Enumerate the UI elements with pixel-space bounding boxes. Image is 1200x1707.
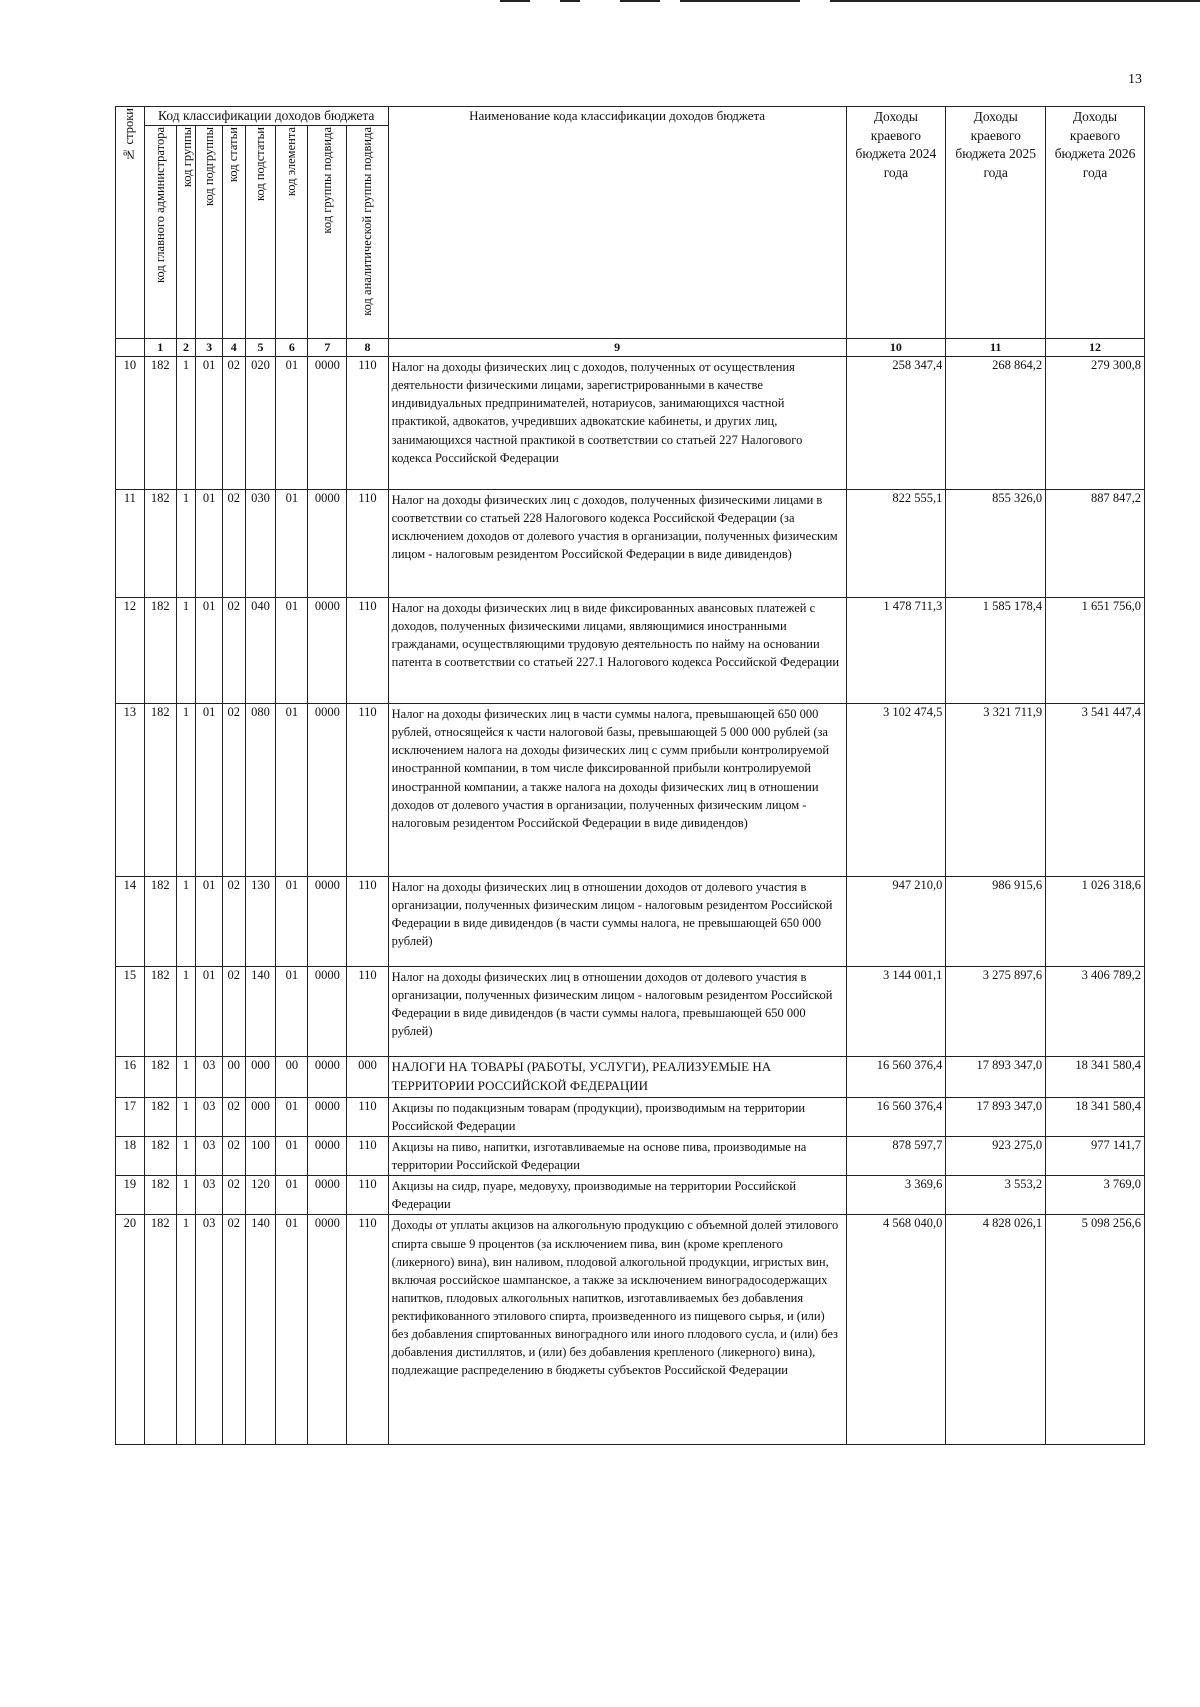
header-code-col: код группы подвида [308, 126, 347, 339]
income-2025: 17 893 347,0 [946, 1057, 1046, 1098]
code-group: 1 [176, 598, 196, 704]
header-code-col: код подгруппы [196, 126, 223, 339]
income-2024: 3 102 474,5 [846, 704, 946, 877]
row-number: 11 [116, 490, 145, 598]
code-analytic-group: 000 [347, 1057, 388, 1098]
table-row [116, 490, 1145, 598]
income-name: Акцизы на сидр, пуаре, медовуху, производимые на территории Российской Федерации [388, 1176, 846, 1215]
code-admin: 182 [144, 1136, 176, 1175]
code-admin: 182 [144, 598, 176, 704]
income-2025: 17 893 347,0 [946, 1097, 1046, 1136]
income-name: Акцизы на пиво, напитки, изготавливаемые на основе пива, производимые на территории Российской Федерации [388, 1136, 846, 1175]
table-row [116, 704, 1145, 877]
code-subarticle: 020 [245, 357, 276, 490]
code-article: 02 [222, 1136, 245, 1175]
code-element: 01 [276, 490, 308, 598]
column-number: 5 [245, 339, 276, 357]
code-subarticle: 120 [245, 1176, 276, 1215]
code-group: 1 [176, 490, 196, 598]
income-name: Налог на доходы физических лиц с доходов, полученных физическими лицами в соответствии со статьей 228 Налогового кодекса Российской Федерации (за исключением доходов от долевого участия в организации, полученных физическим лицом - налоговым резидентом Российской Федерации в виде дивидендов) [388, 490, 846, 598]
code-element: 01 [276, 877, 308, 967]
code-analytic-group: 110 [347, 598, 388, 704]
income-2025: 4 828 026,1 [946, 1215, 1046, 1445]
code-element: 01 [276, 357, 308, 490]
column-number: 11 [946, 339, 1046, 357]
scan-mark [560, 0, 580, 2]
header-income-2026: Доходы краевого бюджета 2026 года [1046, 107, 1145, 339]
income-name: Доходы от уплаты акцизов на алкогольную продукцию с объемной долей этилового спирта свыше 9 процентов (за исключением пива, вин (кроме крепленого (ликерного) вина), вин наливом, плодовой алкогольной продукции, игристых вин, включая российское шампанское, а также за исключением виноградосодержащих напитков, плодовых алкогольных напитков, изготавливаемых без добавления ректификованного этилового спирта, произведенного из пищевого сырья, и (или) без добавления спиртованных виноградного или иного плодового сусла, и (или) без добавления дистиллятов, и (или) без добавления крепленого (ликерного) вина), подлежащие распределению в бюджеты субъектов Российской Федерации [388, 1215, 846, 1445]
page-number: 13 [1128, 72, 1142, 87]
code-subtype-group: 0000 [308, 877, 347, 967]
code-analytic-group: 110 [347, 967, 388, 1057]
code-analytic-group: 110 [347, 490, 388, 598]
row-number: 19 [116, 1176, 145, 1215]
income-2025: 3 321 711,9 [946, 704, 1046, 877]
header-code-group: Код классификации доходов бюджета [144, 107, 388, 126]
column-number: 10 [846, 339, 946, 357]
code-element: 01 [276, 1215, 308, 1445]
code-group: 1 [176, 1136, 196, 1175]
table-row [116, 877, 1145, 967]
code-admin: 182 [144, 967, 176, 1057]
income-2025: 1 585 178,4 [946, 598, 1046, 704]
table-row [116, 1097, 1145, 1136]
code-admin: 182 [144, 877, 176, 967]
code-subtype-group: 0000 [308, 704, 347, 877]
column-number: 4 [222, 339, 245, 357]
code-element: 01 [276, 1176, 308, 1215]
column-number [116, 339, 145, 357]
header-code-col: код главного администратора [144, 126, 176, 339]
code-subgroup: 01 [196, 490, 223, 598]
header-code-col: код элемента [276, 126, 308, 339]
code-subgroup: 03 [196, 1136, 223, 1175]
table-row [116, 357, 1145, 490]
code-group: 1 [176, 1176, 196, 1215]
code-subgroup: 01 [196, 877, 223, 967]
code-subtype-group: 0000 [308, 1215, 347, 1445]
code-subgroup: 03 [196, 1057, 223, 1098]
code-subarticle: 000 [245, 1057, 276, 1098]
income-2026: 3 541 447,4 [1046, 704, 1145, 877]
header-income-2024: Доходы краевого бюджета 2024 года [846, 107, 946, 339]
header-code-col: код подстатьи [245, 126, 276, 339]
code-article: 02 [222, 598, 245, 704]
income-2026: 18 341 580,4 [1046, 1057, 1145, 1098]
code-element: 01 [276, 598, 308, 704]
header-code-col: код группы [176, 126, 196, 339]
row-number: 17 [116, 1097, 145, 1136]
code-group: 1 [176, 1215, 196, 1445]
income-2025: 986 915,6 [946, 877, 1046, 967]
code-element: 01 [276, 704, 308, 877]
column-number: 3 [196, 339, 223, 357]
column-number: 7 [308, 339, 347, 357]
income-2024: 4 568 040,0 [846, 1215, 946, 1445]
code-group: 1 [176, 1057, 196, 1098]
code-analytic-group: 110 [347, 1097, 388, 1136]
code-admin: 182 [144, 490, 176, 598]
code-group: 1 [176, 357, 196, 490]
code-subgroup: 03 [196, 1176, 223, 1215]
header-row [116, 107, 1145, 126]
row-number: 18 [116, 1136, 145, 1175]
income-2024: 3 369,6 [846, 1176, 946, 1215]
code-subarticle: 140 [245, 967, 276, 1057]
code-article: 02 [222, 1097, 245, 1136]
code-subarticle: 100 [245, 1136, 276, 1175]
table-row [116, 1136, 1145, 1175]
income-2026: 18 341 580,4 [1046, 1097, 1145, 1136]
code-subtype-group: 0000 [308, 1136, 347, 1175]
code-group: 1 [176, 967, 196, 1057]
income-2024: 3 144 001,1 [846, 967, 946, 1057]
column-number: 6 [276, 339, 308, 357]
code-analytic-group: 110 [347, 1176, 388, 1215]
table-row [116, 1215, 1145, 1445]
table-row [116, 1176, 1145, 1215]
income-2025: 268 864,2 [946, 357, 1046, 490]
income-name: Акцизы по подакцизным товарам (продукции), производимым на территории Российской Федерации [388, 1097, 846, 1136]
income-2026: 1 026 318,6 [1046, 877, 1145, 967]
code-subtype-group: 0000 [308, 967, 347, 1057]
income-2025: 855 326,0 [946, 490, 1046, 598]
code-admin: 182 [144, 704, 176, 877]
income-2024: 947 210,0 [846, 877, 946, 967]
income-2024: 16 560 376,4 [846, 1097, 946, 1136]
income-2026: 3 406 789,2 [1046, 967, 1145, 1057]
code-admin: 182 [144, 357, 176, 490]
column-number: 9 [388, 339, 846, 357]
code-subarticle: 000 [245, 1097, 276, 1136]
row-number: 13 [116, 704, 145, 877]
income-2026: 5 098 256,6 [1046, 1215, 1145, 1445]
code-analytic-group: 110 [347, 357, 388, 490]
header-row-no: № строки [116, 107, 145, 339]
row-number: 16 [116, 1057, 145, 1098]
income-2024: 822 555,1 [846, 490, 946, 598]
code-subtype-group: 0000 [308, 490, 347, 598]
scan-mark [500, 0, 530, 2]
code-admin: 182 [144, 1097, 176, 1136]
income-name: Налог на доходы физических лиц в отношении доходов от долевого участия в организации, полученных физическим лицом - налоговым резидентом Российской Федерации в виде дивидендов (в части суммы налога, превышающей 650 000 рублей) [388, 967, 846, 1057]
header-income-2025: Доходы краевого бюджета 2025 года [946, 107, 1046, 339]
header-code-col: код аналитической группы подвида [347, 126, 388, 339]
income-2025: 3 275 897,6 [946, 967, 1046, 1057]
code-analytic-group: 110 [347, 1215, 388, 1445]
code-admin: 182 [144, 1176, 176, 1215]
scan-mark [830, 0, 1200, 2]
code-subgroup: 03 [196, 1215, 223, 1445]
code-subarticle: 130 [245, 877, 276, 967]
code-subgroup: 03 [196, 1097, 223, 1136]
code-article: 02 [222, 1215, 245, 1445]
table-row [116, 1057, 1145, 1098]
code-subarticle: 080 [245, 704, 276, 877]
code-group: 1 [176, 877, 196, 967]
income-2024: 878 597,7 [846, 1136, 946, 1175]
column-number: 12 [1046, 339, 1145, 357]
column-number: 2 [176, 339, 196, 357]
column-number: 8 [347, 339, 388, 357]
row-number: 15 [116, 967, 145, 1057]
row-number: 20 [116, 1215, 145, 1445]
code-element: 01 [276, 967, 308, 1057]
column-number-row [116, 339, 1145, 357]
income-name: Налог на доходы физических лиц с доходов, полученных от осуществления деятельности физическими лицами, зарегистрированными в качестве индивидуальных предпринимателей, нотариусов, занимающихся частной практикой, адвокатов, учредивших адвокатские кабинеты, и других лиц, занимающихся частной практикой в соответствии со статьей 227 Налогового кодекса Российской Федерации [388, 357, 846, 490]
income-2024: 258 347,4 [846, 357, 946, 490]
table-row [116, 598, 1145, 704]
code-subtype-group: 0000 [308, 357, 347, 490]
header-name: Наименование кода классификации доходов бюджета [388, 107, 846, 339]
code-subarticle: 140 [245, 1215, 276, 1445]
code-group: 1 [176, 1097, 196, 1136]
income-name: Налог на доходы физических лиц в виде фиксированных авансовых платежей с доходов, полученных физическими лицами, являющимися иностранными гражданами, осуществляющими трудовую деятельность по найму на основании патента в соответствии со статьей 227.1 Налогового кодекса Российской Федерации [388, 598, 846, 704]
code-analytic-group: 110 [347, 1136, 388, 1175]
income-table [115, 106, 1145, 1445]
code-subtype-group: 0000 [308, 598, 347, 704]
code-article: 00 [222, 1057, 245, 1098]
code-subgroup: 01 [196, 967, 223, 1057]
row-number: 12 [116, 598, 145, 704]
income-2024: 16 560 376,4 [846, 1057, 946, 1098]
income-2026: 1 651 756,0 [1046, 598, 1145, 704]
code-admin: 182 [144, 1215, 176, 1445]
code-subtype-group: 0000 [308, 1176, 347, 1215]
income-2026: 3 769,0 [1046, 1176, 1145, 1215]
code-article: 02 [222, 357, 245, 490]
code-subtype-group: 0000 [308, 1097, 347, 1136]
code-group: 1 [176, 704, 196, 877]
income-2024: 1 478 711,3 [846, 598, 946, 704]
code-article: 02 [222, 1176, 245, 1215]
code-admin: 182 [144, 1057, 176, 1098]
code-element: 01 [276, 1097, 308, 1136]
table-row [116, 967, 1145, 1057]
income-name: НАЛОГИ НА ТОВАРЫ (РАБОТЫ, УСЛУГИ), РЕАЛИЗУЕМЫЕ НА ТЕРРИТОРИИ РОССИЙСКОЙ ФЕДЕРАЦИИ [388, 1057, 846, 1098]
code-subarticle: 030 [245, 490, 276, 598]
code-article: 02 [222, 967, 245, 1057]
code-analytic-group: 110 [347, 877, 388, 967]
code-subgroup: 01 [196, 704, 223, 877]
code-analytic-group: 110 [347, 704, 388, 877]
income-2026: 977 141,7 [1046, 1136, 1145, 1175]
code-article: 02 [222, 490, 245, 598]
income-2026: 887 847,2 [1046, 490, 1145, 598]
code-element: 01 [276, 1136, 308, 1175]
code-subgroup: 01 [196, 598, 223, 704]
scan-mark [620, 0, 660, 2]
code-subgroup: 01 [196, 357, 223, 490]
table-body [116, 357, 1145, 1445]
income-name: Налог на доходы физических лиц в отношении доходов от долевого участия в организации, полученных физическим лицом - налоговым резидентом Российской Федерации в виде дивидендов (в части суммы налога, не превышающей 650 000 рублей) [388, 877, 846, 967]
code-subtype-group: 0000 [308, 1057, 347, 1098]
row-number: 10 [116, 357, 145, 490]
code-element: 00 [276, 1057, 308, 1098]
income-2026: 279 300,8 [1046, 357, 1145, 490]
column-number: 1 [144, 339, 176, 357]
code-article: 02 [222, 877, 245, 967]
header-code-col: код статьи [222, 126, 245, 339]
code-article: 02 [222, 704, 245, 877]
income-name: Налог на доходы физических лиц в части суммы налога, превышающей 650 000 рублей, относящейся к части налоговой базы, превышающей 5 000 000 рублей (за исключением налога на доходы физических лиц с сумм прибыли контролируемой иностранной компании, в том числе фиксированной прибыли контролируемой иностранной компании, а также налога на доходы физических лиц в отношении доходов от долевого участия в организации, полученных физическим лицом - налоговым резидентом Российской Федерации в виде дивидендов) [388, 704, 846, 877]
code-subarticle: 040 [245, 598, 276, 704]
scan-mark [680, 0, 800, 2]
income-2025: 3 553,2 [946, 1176, 1046, 1215]
row-number: 14 [116, 877, 145, 967]
income-2025: 923 275,0 [946, 1136, 1046, 1175]
